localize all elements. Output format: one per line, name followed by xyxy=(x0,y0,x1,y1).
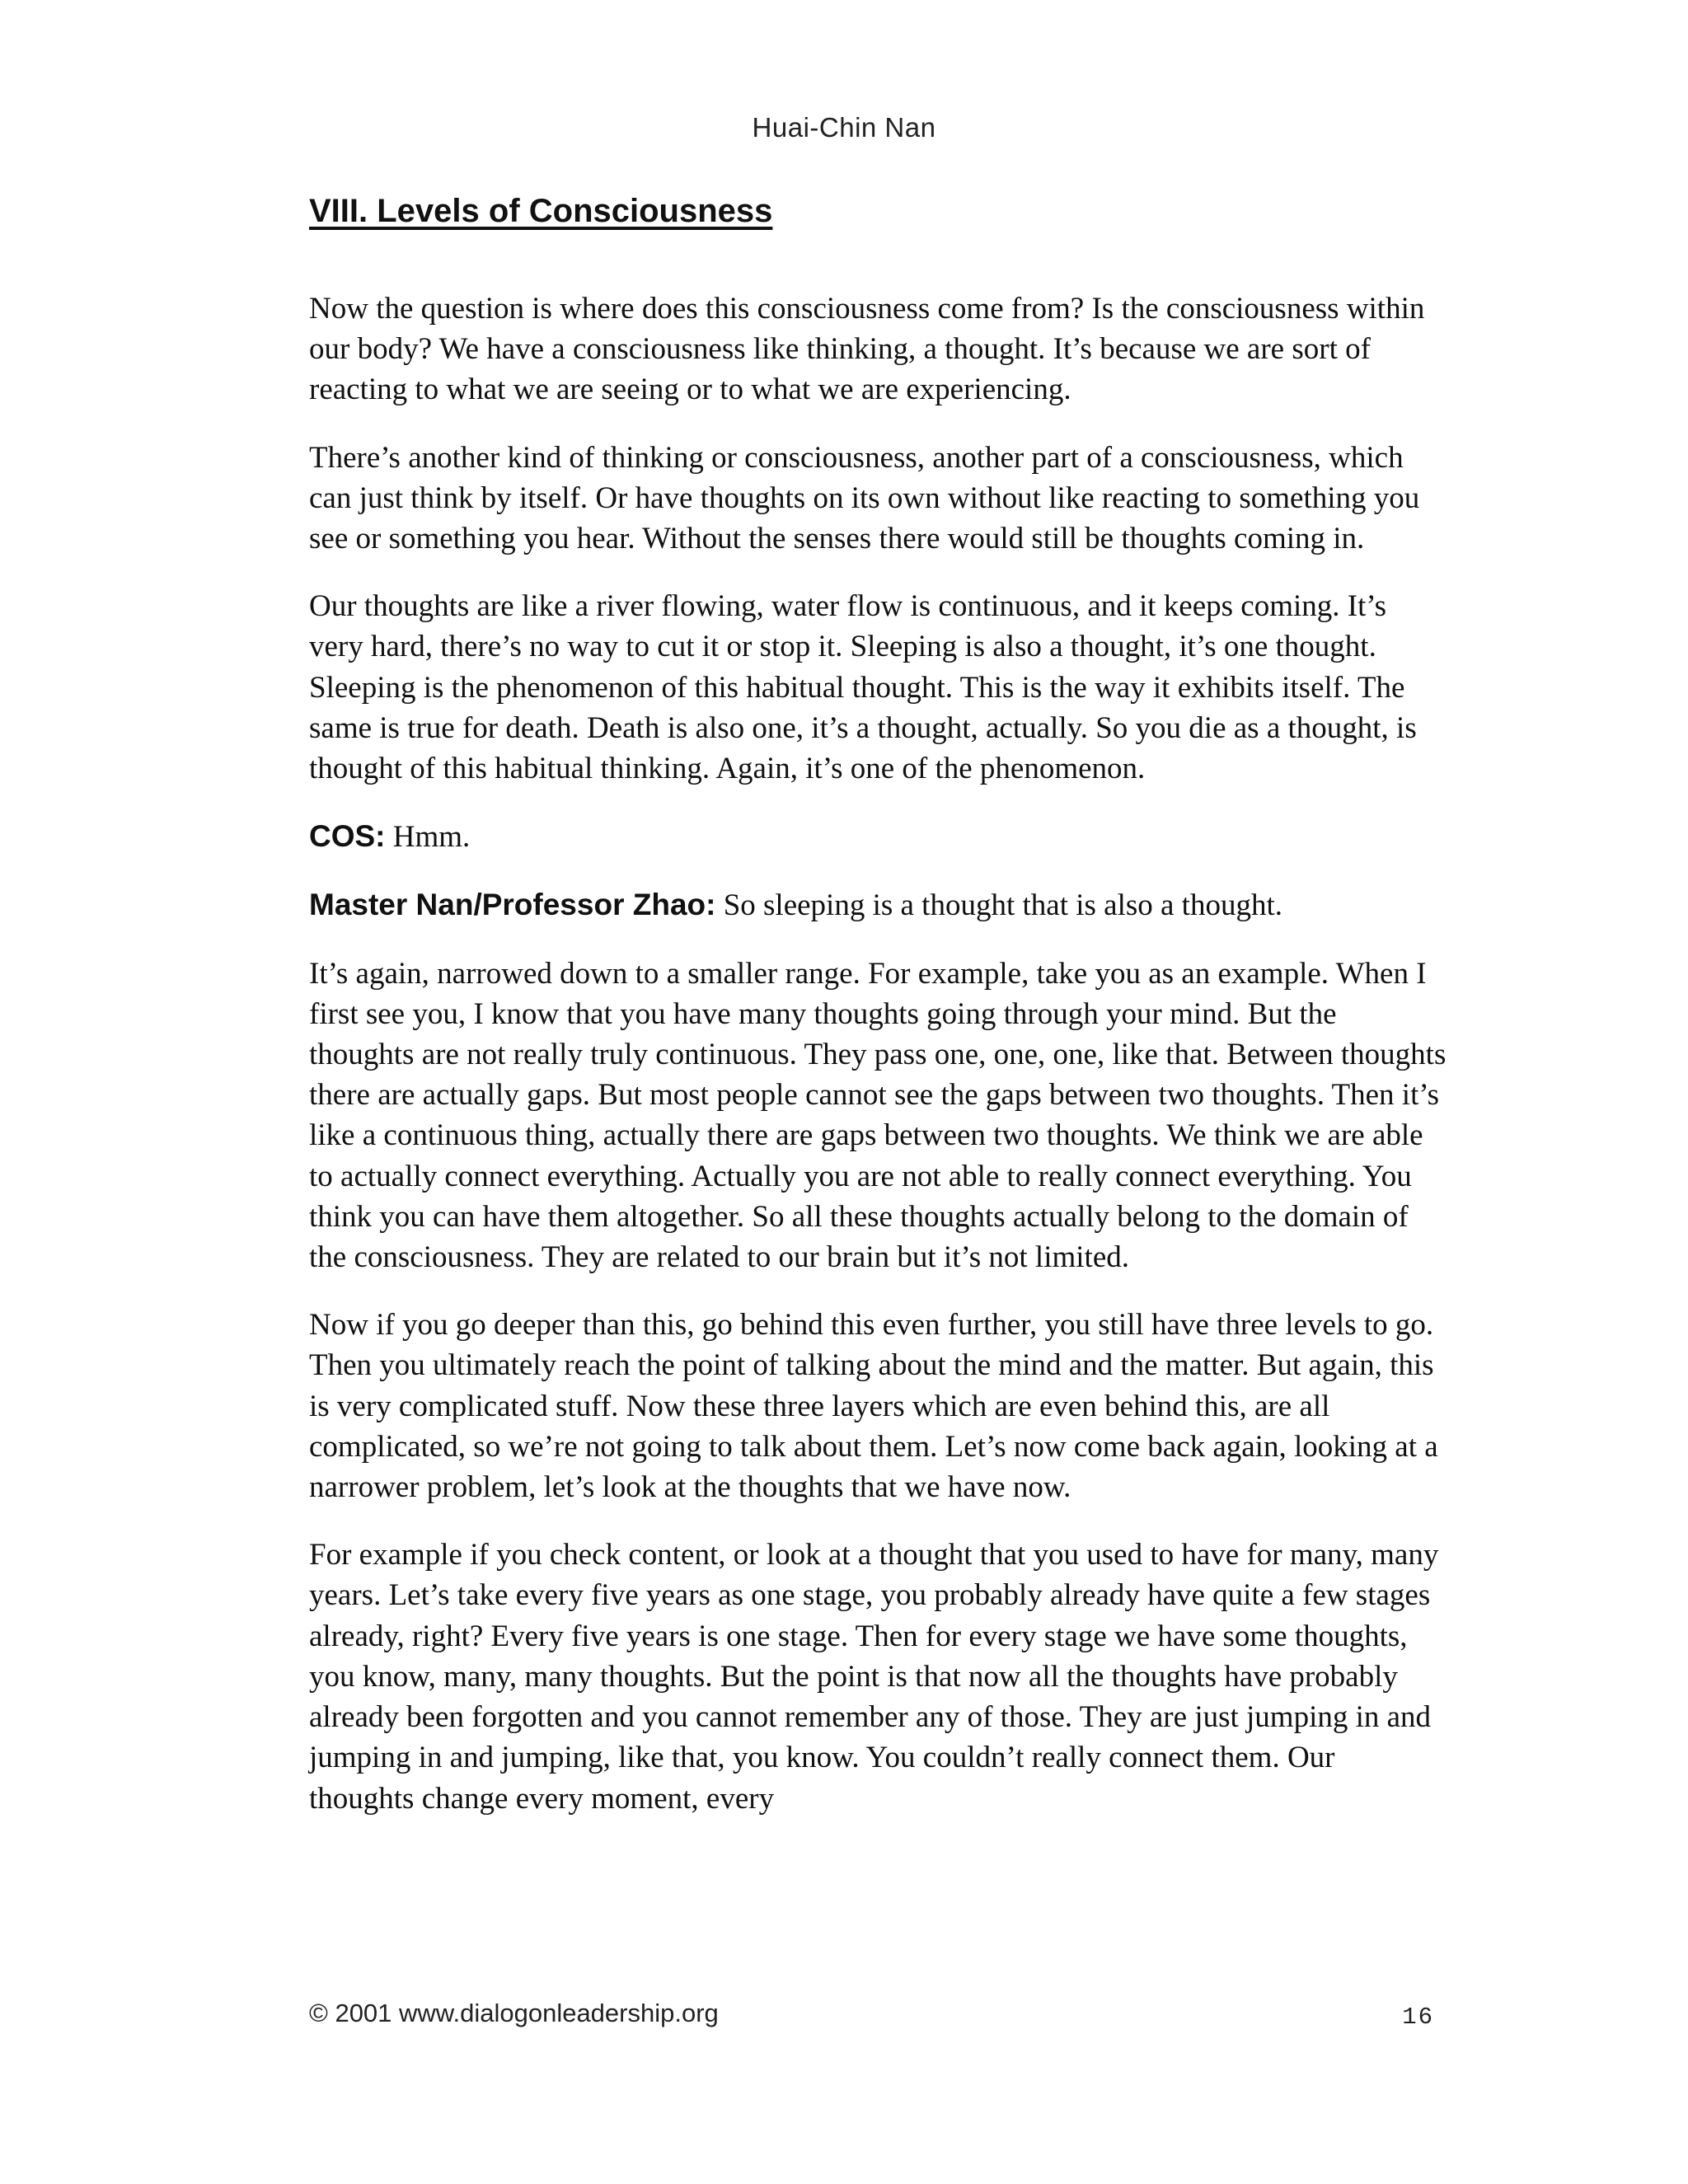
page-footer xyxy=(309,1999,1434,2031)
paragraph-6: For example if you check content, or look at a thought that you used to have for many, many years. Let’s take every five years as one stage, you probably already have quite a few stages already, right? Every five years is one stage. Then for every stage we have some thoughts, you know, many, many thoughts. But the point is that now all the thoughts have probably already been forgotten and you cannot remember any of those. They are just jumping in and jumping in and jumping, like that, you know. You couldn’t really connect them. Our thoughts change every moment, every xyxy=(309,1538,1439,1816)
speaker-label: Master Nan/Professor Zhao: xyxy=(309,888,716,922)
paragraph-4: It’s again, narrowed down to a smaller range. For example, take you as an example. When I first see you, I know that you have many thoughts going through your mind. But the thoughts are not really truly continuous. They pass one, one, one, like that. Between thoughts there are actually gaps. But most people cannot see the gaps between two thoughts. Then it’s like a continuous thing, actually there are gaps between two thoughts. We think we are able to actually connect everything. Actually you are not able to really connect everything. You think you can have them altogether. So all these thoughts actually belong to the domain of the consciousness. They are related to our brain but it’s not limited. xyxy=(309,956,1447,1275)
dialogue-line-cos xyxy=(309,816,1447,857)
paragraph-2: There’s another kind of thinking or consciousness, another part of a consciousness, which can just think by itself. Or have thoughts on its own without like reacting to something you see or something you hear. Without the senses there would still be thoughts coming in. xyxy=(309,440,1420,556)
dialogue-text: Hmm. xyxy=(385,820,471,855)
speaker-label: COS: xyxy=(309,819,386,854)
page-body xyxy=(309,188,1447,1846)
paragraph-5: Now if you go deeper than this, go behind this even further, you still have three levels to go. Then you ultimately reach the point of talking about the mind and the matter. But again, this is very complicated stuff. Now these three layers which are even behind this, are all complicated, so we’re not going to talk about them. Let’s now come back again, looking at a narrower problem, let’s look at the thoughts that we have now. xyxy=(309,1308,1438,1505)
section-heading: VIII. Levels of Consciousness xyxy=(309,193,773,229)
paragraph-1: Now the question is where does this consciousness come from? Is the consciousness within our body? We have a consciousness like thinking, a thought. It’s because we are sort of reacting to what we are seeing or to what we are experiencing. xyxy=(309,292,1425,407)
dialogue-text: So sleeping is a thought that is also a thought. xyxy=(715,888,1282,923)
copyright-text: © 2001 www.dialogonleadership.org xyxy=(309,1999,719,2027)
paragraph-3: Our thoughts are like a river flowing, water flow is continuous, and it keeps coming. It’s very hard, there’s no way to cut it or stop it. Sleeping is also a thought, it’s one thought. Sleeping is the phenomenon of this habitual thought. This is the way it exhibits itself. The same is true for death. Death is also one, it’s a thought, actually. So you die as a thought, is thought of this habitual thinking. Again, it’s one of the phenomenon. xyxy=(309,589,1417,786)
dialogue-line-master-nan xyxy=(309,884,1447,926)
page-header: Huai-Chin Nan xyxy=(752,112,936,143)
page-number: 16 xyxy=(1402,2004,1434,2031)
